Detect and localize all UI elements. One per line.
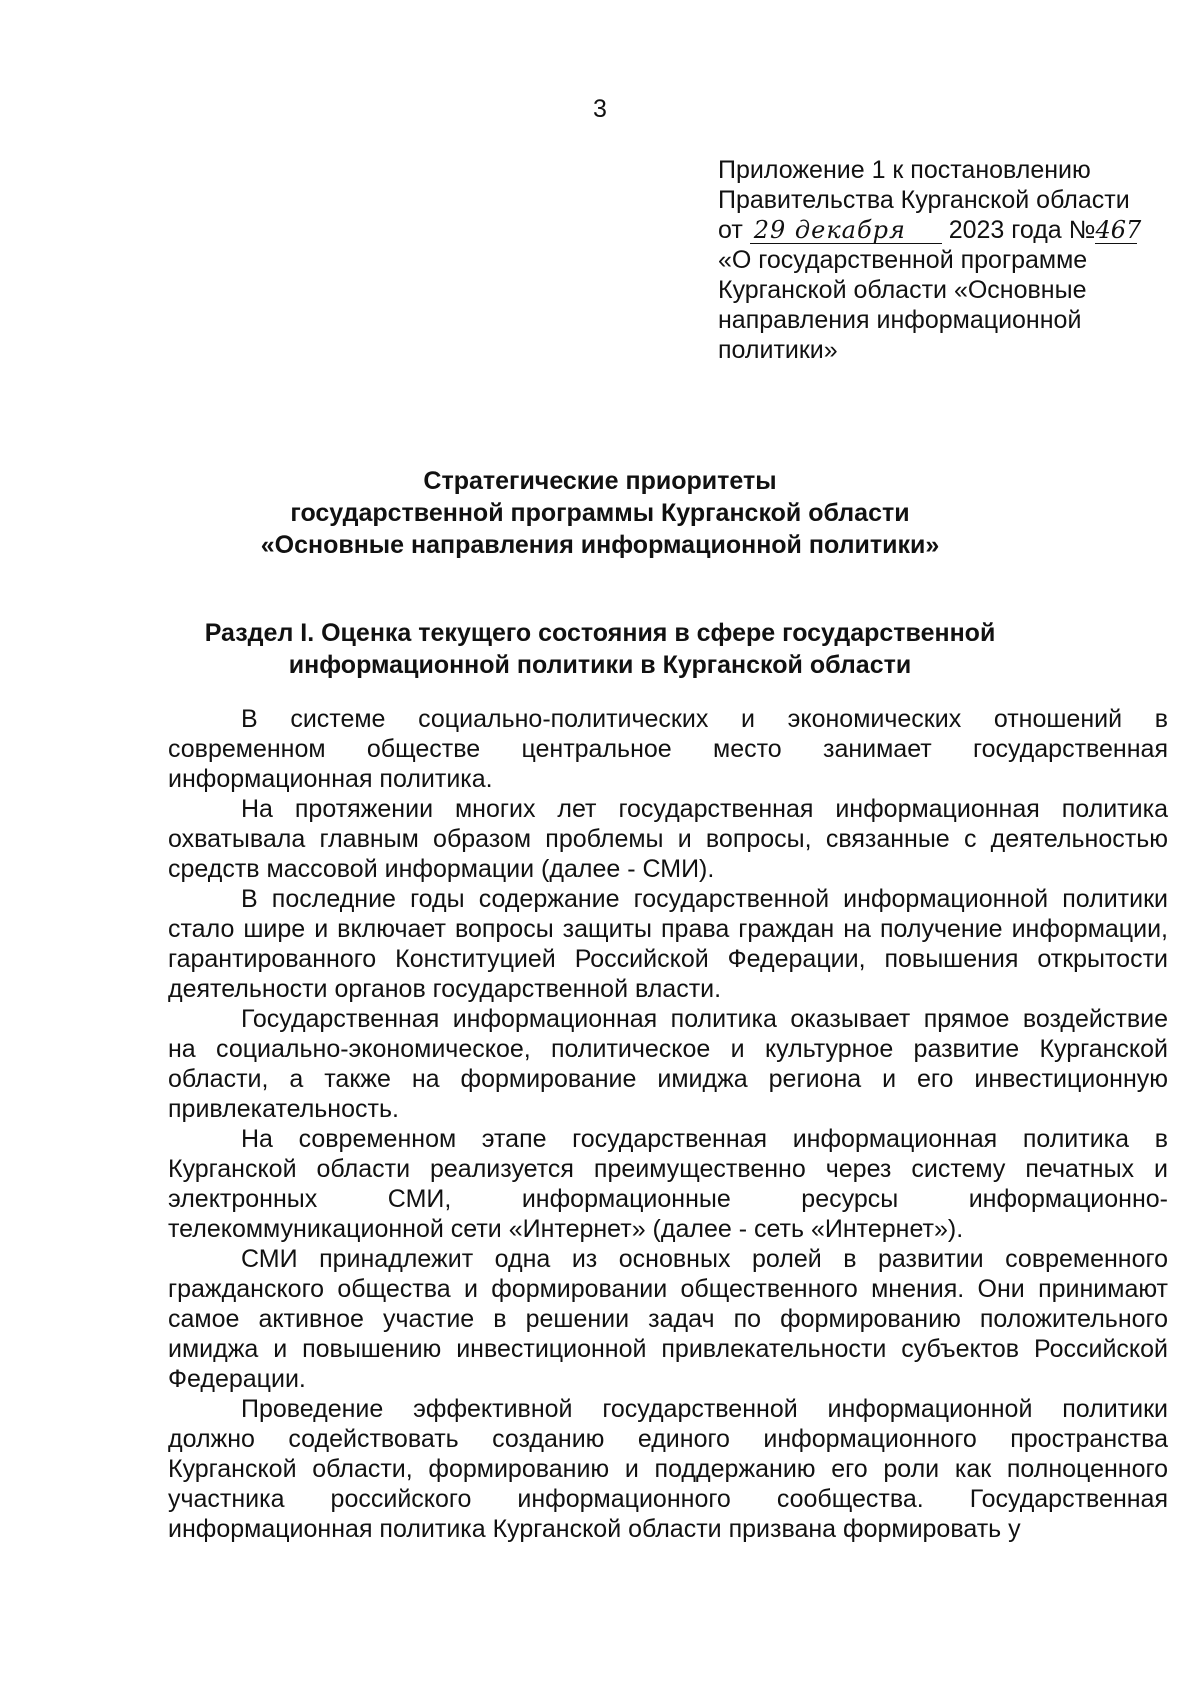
- appendix-line: политики»: [718, 336, 838, 364]
- body-text: [168, 704, 1168, 1544]
- title-line: государственной программы Курганской области: [290, 499, 910, 527]
- handwritten-date: 29 декабря: [750, 217, 942, 244]
- appendix-line: Приложение 1 к постановлению: [718, 156, 1091, 184]
- title-line: «Основные направления информационной политики»: [260, 531, 940, 559]
- appendix-line: «О государственной программе: [718, 246, 1088, 274]
- appendix-line: Правительства Курганской области: [718, 186, 1130, 214]
- paragraph: В системе социально-политических и экономических отношений в современном обществе центральное место занимает государственная информационная политика.: [168, 705, 1168, 793]
- title-line: Стратегические приоритеты: [423, 467, 777, 495]
- section-heading-line: информационной политики в Курганской области: [288, 651, 912, 679]
- appendix-line: направления информационной: [718, 306, 1082, 334]
- paragraph: В последние годы содержание государственной информационной политики стало шире и включает вопросы защиты права граждан на получение информации, гарантированного Конституцией Российской Федерации, повышения открытости деятельности органов государственной власти.: [168, 885, 1168, 1003]
- paragraph: На современном этапе государственная информационная политика в Курганской области реализуется преимущественно через систему печатных и электронных СМИ, информационные ресурсы информационно-телекоммуникационной сети «Интернет» (далее - сеть «Интернет»).: [168, 1125, 1168, 1243]
- section-heading-line: Раздел I. Оценка текущего состояния в сфере государственной: [204, 619, 996, 647]
- paragraph: На протяжении многих лет государственная информационная политика охватывала главным образом проблемы и вопросы, связанные с деятельностью средств массовой информации (далее - СМИ).: [168, 795, 1168, 883]
- appendix-date-line: [718, 215, 1188, 245]
- section-heading: [0, 617, 1200, 681]
- appendix-from-label: от: [718, 216, 743, 244]
- appendix-year-label: 2023 года №: [948, 216, 1096, 244]
- document-title: [0, 465, 1200, 561]
- paragraph: Проведение эффективной государственной информационной политики должно содействовать созданию единого информационного пространства Курганской области, формированию и поддержанию его роли как полноценного участника российского информационного сообщества. Государственная информационная политика Курганской области призвана формировать у: [168, 1395, 1168, 1543]
- handwritten-number: 467: [1095, 216, 1142, 244]
- paragraph: СМИ принадлежит одна из основных ролей в развитии современного гражданского общества и формировании общественного мнения. Они принимают самое активное участие в решении задач по формированию положительного имиджа и повышению инвестиционной привлекательности субъектов Российской Федерации.: [168, 1245, 1168, 1393]
- appendix-block: [718, 155, 1188, 365]
- appendix-line: Курганской области «Основные: [718, 276, 1087, 304]
- paragraph: Государственная информационная политика оказывает прямое воздействие на социально-экономическое, политическое и культурное развитие Курганской области, а также на формирование имиджа региона и его инвестиционную привлекательность.: [168, 1005, 1168, 1123]
- page-number: 3: [593, 95, 607, 123]
